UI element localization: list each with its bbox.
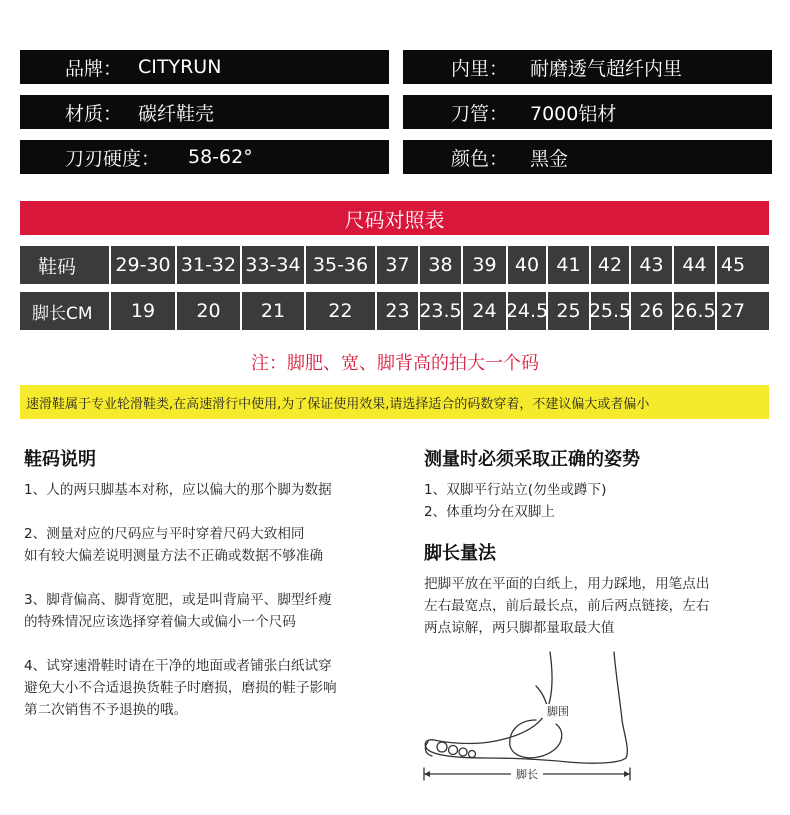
spec-key: 颜色： [451,147,509,170]
spec-key: 刀管： [451,102,509,125]
foot-length-cell: 25.5 [589,292,629,330]
spec-row [20,95,772,129]
paragraph [424,479,774,523]
spec-row [20,140,772,174]
foot-length-label: 脚长CM [20,292,109,330]
foot-length-row [20,292,769,330]
text-line: 两点谅解，两只脚都量取最大值 [424,620,615,636]
text-line: 3、脚背偏高、脚背宽肥，或是叫背扁平、脚型纤瘦 [24,592,332,608]
spec-value: 碳纤鞋壳 [138,102,215,125]
section-title: 测量时必须采取正确的姿势 [424,449,640,470]
tip-bar: 速滑鞋属于专业轮滑鞋类,在高速滑行中使用,为了保证使用效果,请选择适合的码数穿着，不建议偏大或者偏小 [20,385,769,419]
foot-length-cell: 19 [109,292,175,330]
paragraph [24,589,404,633]
size-explanation [24,445,404,721]
paragraph [24,523,404,567]
spec-value: 7000铝材 [530,102,617,125]
foot-diagram [418,650,638,790]
foot-length-cell: 27 [715,292,749,330]
spec-key: 材质： [65,102,123,125]
text-line: 4、试穿速滑鞋时请在干净的地面或者铺张白纸试穿 [24,658,332,674]
foot-length-cell: 20 [175,292,240,330]
shoe-size-cell: 35-36 [304,246,375,284]
text-line: 第二次销售不予退换的哦。 [24,702,188,718]
foot-length-cells [109,292,769,330]
spec-brand [20,50,389,84]
shoe-size-cell: 29-30 [109,246,175,284]
foot-length-cell: 26.5 [672,292,715,330]
foot-length-cell: 21 [240,292,304,330]
shoe-size-label: 鞋码 [20,246,109,284]
spec-blade-hardness [20,140,389,174]
shoe-size-cell: 43 [629,246,672,284]
spec-value: CITYRUN [138,56,222,78]
spec-material [20,95,389,129]
section-title: 脚长量法 [424,543,496,564]
paragraph [424,573,774,639]
size-chart-title: 尺码对照表 [20,201,769,235]
section-title: 鞋码说明 [24,449,96,470]
shoe-size-cell: 31-32 [175,246,240,284]
paragraph [24,479,404,501]
text-line: 2、体重均分在双脚上 [424,504,555,520]
spec-grid [20,50,772,185]
shoe-size-cells [109,246,769,284]
spec-row [20,50,772,84]
text-line: 把脚平放在平面的白纸上，用力踩地，用笔点出 [424,576,710,592]
shoe-size-cell: 44 [672,246,715,284]
text-line: 左右最宽点，前后最长点，前后两点链接，左右 [424,598,710,614]
foot-length-cell: 24.5 [506,292,546,330]
shoe-size-cell: 45 [715,246,749,284]
spec-value: 耐磨透气超纤内里 [530,57,683,80]
text-line: 的特殊情况应该选择穿着偏大或偏小一个尺码 [24,614,296,630]
shoe-size-cell: 37 [375,246,418,284]
foot-length-cell: 22 [304,292,375,330]
shoe-size-cell: 40 [506,246,546,284]
text-line: 1、人的两只脚基本对称，应以偏大的那个脚为数据 [24,482,332,498]
spec-key: 刀刃硬度： [65,147,161,170]
paragraph [24,655,404,721]
measurement-guide [424,445,774,639]
text-line: 如有较大偏差说明测量方法不正确或数据不够准确 [24,548,324,564]
foot-length-cell: 24 [461,292,506,330]
spec-color [403,140,772,174]
foot-length-cell: 25 [546,292,589,330]
foot-length-cell: 23 [375,292,418,330]
size-note: 注：脚肥、宽、脚背高的拍大一个码 [251,353,539,374]
shoe-size-cell: 33-34 [240,246,304,284]
spec-lining [403,50,772,84]
spec-key: 内里： [451,57,509,80]
foot-length-cell: 26 [629,292,672,330]
spec-key: 品牌： [65,57,123,80]
text-line: 1、双脚平行站立(勿坐或蹲下) [424,482,607,498]
foot-length-label: 脚长 [516,768,538,781]
spec-frame [403,95,772,129]
shoe-size-cell: 38 [418,246,461,284]
shoe-size-cell: 41 [546,246,589,284]
foot-girth-label: 脚围 [547,705,569,718]
text-line: 2、测量对应的尺码应与平时穿着尺码大致相同 [24,526,305,542]
shoe-size-cell: 39 [461,246,506,284]
shoe-size-cell: 42 [589,246,629,284]
spec-value: 黑金 [530,147,569,170]
shoe-size-row [20,246,769,284]
text-line: 避免大小不合适退换货鞋子时磨损，磨损的鞋子影响 [24,680,337,696]
foot-length-cell: 23.5 [418,292,461,330]
spec-value: 58-62° [188,146,253,168]
